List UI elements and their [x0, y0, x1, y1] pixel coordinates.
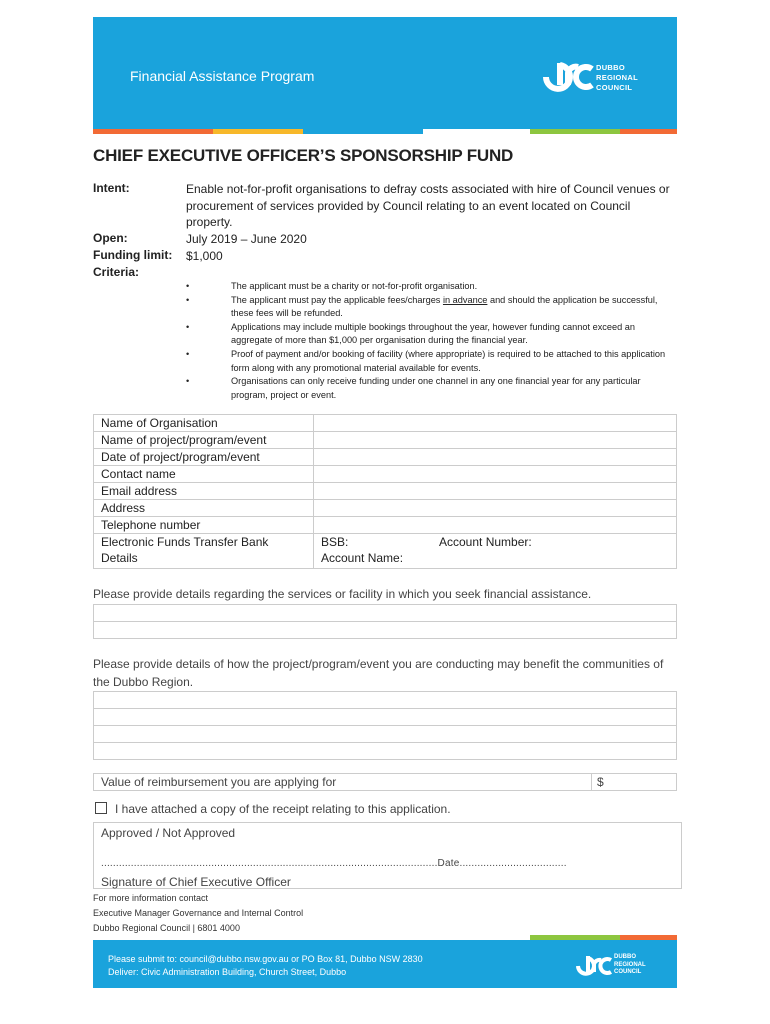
header-stripe — [620, 129, 677, 134]
criteria-list — [186, 280, 678, 402]
address-label: Address — [94, 500, 314, 517]
eft-label: Electronic Funds Transfer Bank Details — [94, 534, 314, 569]
table-row — [94, 500, 677, 517]
reimbursement-label: Value of reimbursement you are applying for — [101, 775, 337, 789]
header-stripe — [303, 129, 423, 134]
receipt-label: I have attached a copy of the receipt relating to this application. — [115, 802, 451, 816]
account-number-label: Account Number: — [439, 535, 532, 549]
council-logo-text: DUBBO REGIONAL COUNCIL — [614, 954, 646, 975]
answer-line[interactable] — [94, 742, 676, 759]
answer-line[interactable] — [94, 708, 676, 725]
open-label: Open: — [93, 231, 128, 245]
table-row — [94, 534, 677, 569]
org-label: Name of Organisation — [94, 415, 314, 432]
criteria-item: • Proof of payment and/or booking of facility (where appropriate) is required to be attached to this application form along with any promotional material available for events. — [186, 348, 666, 373]
contact-info — [93, 891, 303, 936]
open-value: July 2019 – June 2020 — [186, 232, 307, 246]
phone-input[interactable] — [314, 517, 677, 534]
account-name-label: Account Name: — [321, 551, 404, 565]
deliver-text: Deliver: Civic Administration Building, Church Street, Dubbo — [108, 967, 347, 977]
services-question: Please provide details regarding the services or facility in which you seek financial assistance. — [93, 587, 592, 601]
receipt-checkbox-row — [95, 802, 451, 816]
reimbursement-row — [93, 773, 677, 791]
answer-line[interactable] — [94, 621, 676, 638]
table-row — [94, 466, 677, 483]
bsb-label: BSB: — [321, 535, 349, 549]
benefit-question: Please provide details of how the project/program/event you are conducting may benefit the communities of the Dubbo Region. — [93, 657, 664, 689]
submit-text: Please submit to: council@dubbo.nsw.gov.au or PO Box 81, Dubbo NSW 2830 — [108, 954, 423, 964]
intent-label: Intent: — [93, 181, 130, 195]
intent-value: Enable not-for-profit organisations to defray costs associated with hire of Council venues or procurement of services provided by Council relating to an event located on Council property. — [186, 182, 670, 229]
table-row — [94, 432, 677, 449]
answer-line[interactable] — [94, 725, 676, 742]
answer-line[interactable] — [94, 692, 676, 708]
services-answer-box[interactable] — [93, 604, 677, 639]
bullet-icon: • — [186, 294, 190, 305]
approval-status: Approved / Not Approved — [101, 826, 236, 840]
bullet-icon: • — [186, 281, 190, 291]
contact-line: Dubbo Regional Council | 6801 4000 — [93, 923, 240, 933]
funding-value: $1,000 — [186, 249, 223, 263]
reimbursement-input[interactable]: $ — [597, 775, 604, 789]
eft-input[interactable] — [314, 534, 677, 569]
table-row — [94, 483, 677, 500]
funding-label: Funding limit: — [93, 248, 173, 262]
project-label: Name of project/program/event — [94, 432, 314, 449]
signature-line[interactable]: .................................................................................................................Date.................................... — [101, 858, 567, 869]
table-row — [94, 449, 677, 466]
bullet-icon: • — [186, 321, 190, 332]
criteria-item: • Organisations can only receive funding under one channel in any one financial year for any particular program, project or event. — [186, 376, 641, 400]
contact-line: Executive Manager Governance and Internal Control — [93, 908, 304, 918]
table-row — [94, 415, 677, 432]
page-title: CHIEF EXECUTIVE OFFICER’S SPONSORSHIP FUND — [93, 146, 514, 165]
header-stripe — [213, 129, 303, 134]
table-row — [94, 517, 677, 534]
date-input[interactable] — [314, 449, 677, 466]
criteria-item: • Applications may include multiple bookings throughout the year, however funding cannot exceed an aggregate of more than $1,000 per organisation during the financial year. — [186, 321, 635, 346]
header-stripe — [530, 129, 620, 134]
bullet-icon: • — [186, 348, 190, 359]
criteria-item: • The applicant must be a charity or not-for-profit organisation. — [186, 280, 678, 294]
email-label: Email address — [94, 483, 314, 500]
divider — [591, 774, 592, 790]
footer-text — [108, 953, 423, 979]
approval-box — [93, 822, 682, 889]
benefit-answer-box[interactable] — [93, 691, 677, 760]
criteria-item: • The applicant must pay the applicable fees/charges in advance and should the application be successful, these fees will be refunded. — [186, 294, 658, 319]
criteria-label: Criteria: — [93, 265, 140, 279]
org-input[interactable] — [314, 415, 677, 432]
date-label: Date of project/program/event — [94, 449, 314, 466]
header-stripe — [93, 129, 213, 134]
bullet-icon: • — [186, 376, 190, 387]
project-input[interactable] — [314, 432, 677, 449]
phone-label: Telephone number — [94, 517, 314, 534]
receipt-checkbox[interactable] — [95, 802, 107, 814]
program-title: Financial Assistance Program — [130, 68, 315, 84]
contact-line: For more information contact — [93, 893, 209, 903]
contact-input[interactable] — [314, 466, 677, 483]
email-input[interactable] — [314, 483, 677, 500]
signature-label: Signature of Chief Executive Officer — [101, 875, 291, 889]
address-input[interactable] — [314, 500, 677, 517]
contact-label: Contact name — [94, 466, 314, 483]
applicant-details-table — [93, 414, 677, 569]
council-logo-text: DUBBO REGIONAL COUNCIL — [596, 63, 638, 92]
answer-line[interactable] — [94, 605, 676, 621]
